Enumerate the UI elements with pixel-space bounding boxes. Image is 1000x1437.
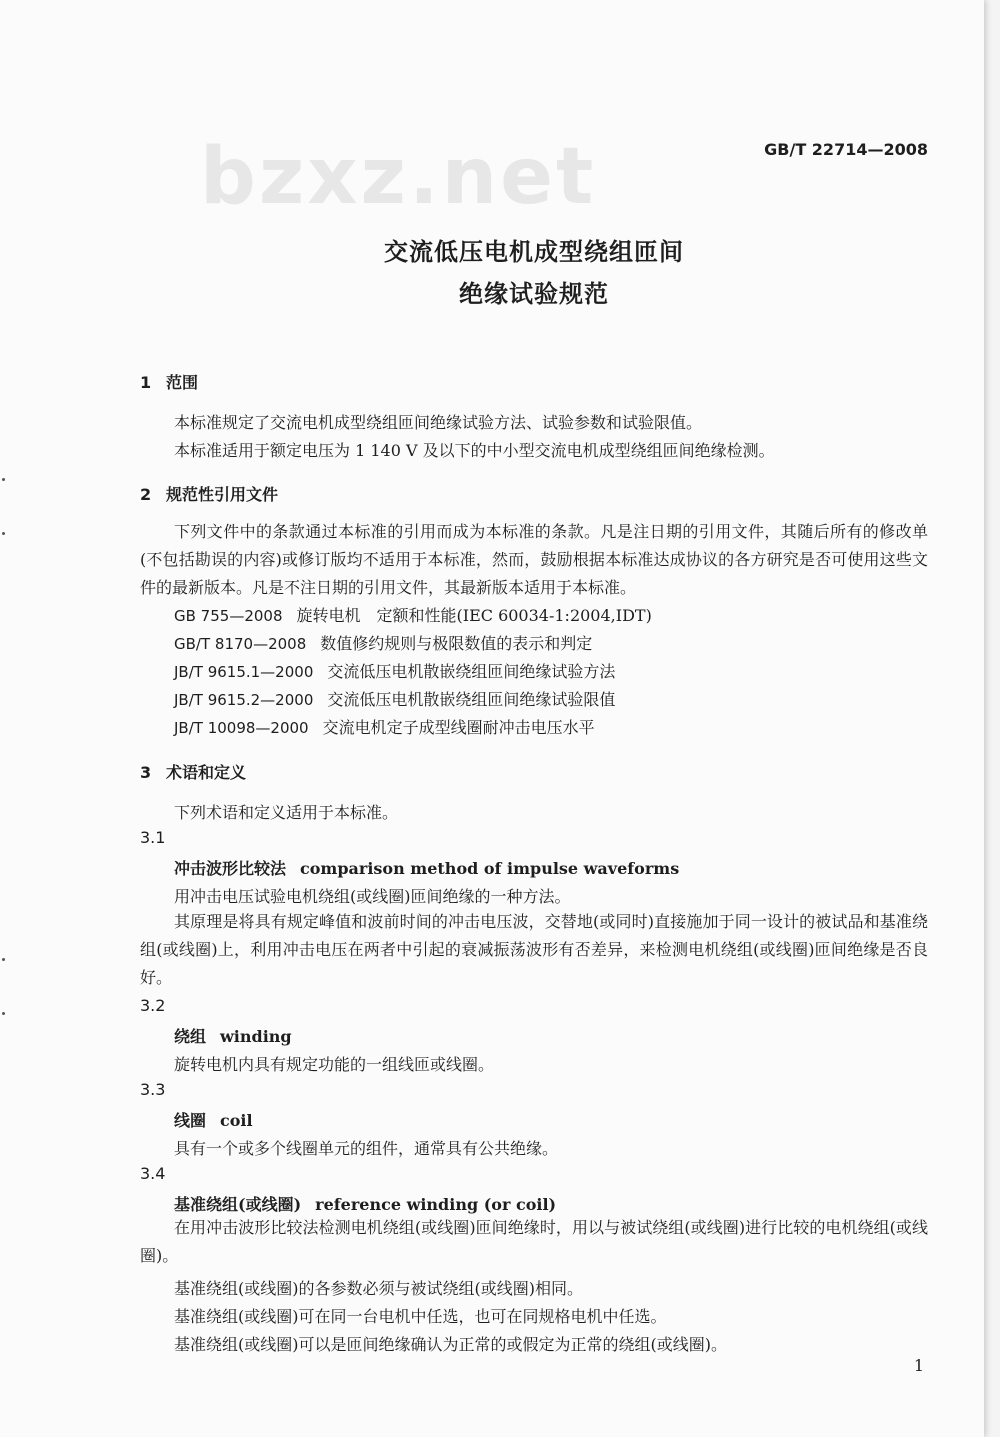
term-en: coil	[220, 1111, 253, 1130]
section-1-heading	[140, 370, 198, 393]
watermark: bzxz.net	[200, 132, 597, 222]
scan-mark	[2, 958, 5, 961]
reference-code: GB/T 8170—2008	[174, 635, 307, 653]
reference-code: JB/T 9615.2—2000	[174, 691, 314, 709]
reference-title: 交流低压电机散嵌绕组匝间绝缘试验方法	[327, 662, 616, 681]
term-zh: 冲击波形比较法	[174, 859, 287, 878]
term-zh: 基准绕组(或线圈)	[174, 1195, 302, 1214]
reference-code: JB/T 9615.1—2000	[174, 663, 314, 681]
term-definition: 基准绕组(或线圈)可在同一台电机中任选，也可在同规格电机中任选。	[174, 1307, 667, 1326]
section-1-paragraph-1: 本标准规定了交流电机成型绕组匝间绝缘试验方法、试验参数和试验限值。	[174, 413, 703, 432]
reference-code: JB/T 10098—2000	[174, 719, 309, 737]
scan-mark	[2, 532, 5, 535]
reference-title: 数值修约规则与极限数值的表示和判定	[320, 634, 593, 653]
term-heading	[174, 1024, 292, 1047]
reference-item	[174, 687, 615, 710]
term-en: reference winding (or coil)	[315, 1195, 557, 1214]
reference-item	[174, 631, 592, 654]
reference-item	[174, 659, 615, 682]
section-title: 规范性引用文件	[166, 485, 279, 504]
reference-item	[174, 603, 652, 626]
term-definition: 基准绕组(或线圈)的各参数必须与被试绕组(或线圈)相同。	[174, 1279, 583, 1298]
term-number: 3.1	[140, 828, 166, 847]
section-title: 范围	[166, 373, 199, 392]
term-definition: 具有一个或多个线圈单元的组件，通常具有公共绝缘。	[174, 1139, 559, 1158]
term-heading	[174, 856, 679, 879]
document-title-line2: 绝缘试验规范	[459, 280, 609, 308]
scan-mark	[2, 478, 5, 481]
reference-title: 交流低压电机散嵌绕组匝间绝缘试验限值	[327, 690, 616, 709]
section-number: 1	[140, 373, 152, 392]
section-2-heading	[140, 482, 278, 505]
term-en: comparison method of impulse waveforms	[300, 859, 680, 878]
term-definition: 基准绕组(或线圈)可以是匝间绝缘确认为正常的或假定为正常的绕组(或线圈)。	[174, 1335, 727, 1354]
term-zh: 绕组	[174, 1027, 207, 1046]
reference-item	[174, 715, 595, 738]
section-title: 术语和定义	[166, 763, 247, 782]
reference-title: 交流电机定子成型线圈耐冲击电压水平	[322, 718, 595, 737]
term-definition: 其原理是将具有规定峰值和波前时间的冲击电压波，交替地(或同时)直接施加于同一设计的被试品和基准绕组(或线圈)上，利用冲击电压在两者中引起的衰减振荡波形有否差异，来检测电机绕组(或线圈)匝间绝缘是否良好。	[140, 912, 928, 987]
section-number: 3	[140, 763, 152, 782]
document-title-line1: 交流低压电机成型绕组匝间	[384, 238, 684, 266]
reference-code: GB 755—2008	[174, 607, 283, 625]
term-zh: 线圈	[174, 1111, 207, 1130]
reference-title: 旋转电机 定额和性能(IEC 60034-1:2004,IDT)	[296, 606, 652, 625]
section-number: 2	[140, 485, 152, 504]
section-3-intro: 下列术语和定义适用于本标准。	[174, 803, 399, 822]
term-en: winding	[220, 1027, 292, 1046]
term-definition: 旋转电机内具有规定功能的一组线匝或线圈。	[174, 1055, 495, 1074]
term-number: 3.2	[140, 996, 166, 1015]
page-number: 1	[913, 1356, 924, 1375]
term-heading	[174, 1192, 556, 1215]
section-2-intro: 下列文件中的条款通过本标准的引用而成为本标准的条款。凡是注日期的引用文件，其随后所有的修改单(不包括勘误的内容)或修订版均不适用于本标准，然而，鼓励根据本标准达成协议的各方研究是否可使用这些文件的最新版本。凡是不注日期的引用文件，其最新版本适用于本标准。	[140, 522, 928, 597]
term-definition: 在用冲击波形比较法检测电机绕组(或线圈)匝间绝缘时，用以与被试绕组(或线圈)进行比较的电机绕组(或线圈)。	[140, 1218, 928, 1265]
term-number: 3.4	[140, 1164, 166, 1183]
standard-number: GB/T 22714—2008	[764, 140, 928, 159]
term-number: 3.3	[140, 1080, 166, 1099]
section-3-heading	[140, 760, 246, 783]
section-1-paragraph-2: 本标准适用于额定电压为 1 140 V 及以下的中小型交流电机成型绕组匝间绝缘检测。	[174, 441, 775, 460]
term-heading	[174, 1108, 253, 1131]
scan-mark	[2, 1012, 5, 1015]
term-definition: 用冲击电压试验电机绕组(或线圈)匝间绝缘的一种方法。	[174, 887, 571, 906]
